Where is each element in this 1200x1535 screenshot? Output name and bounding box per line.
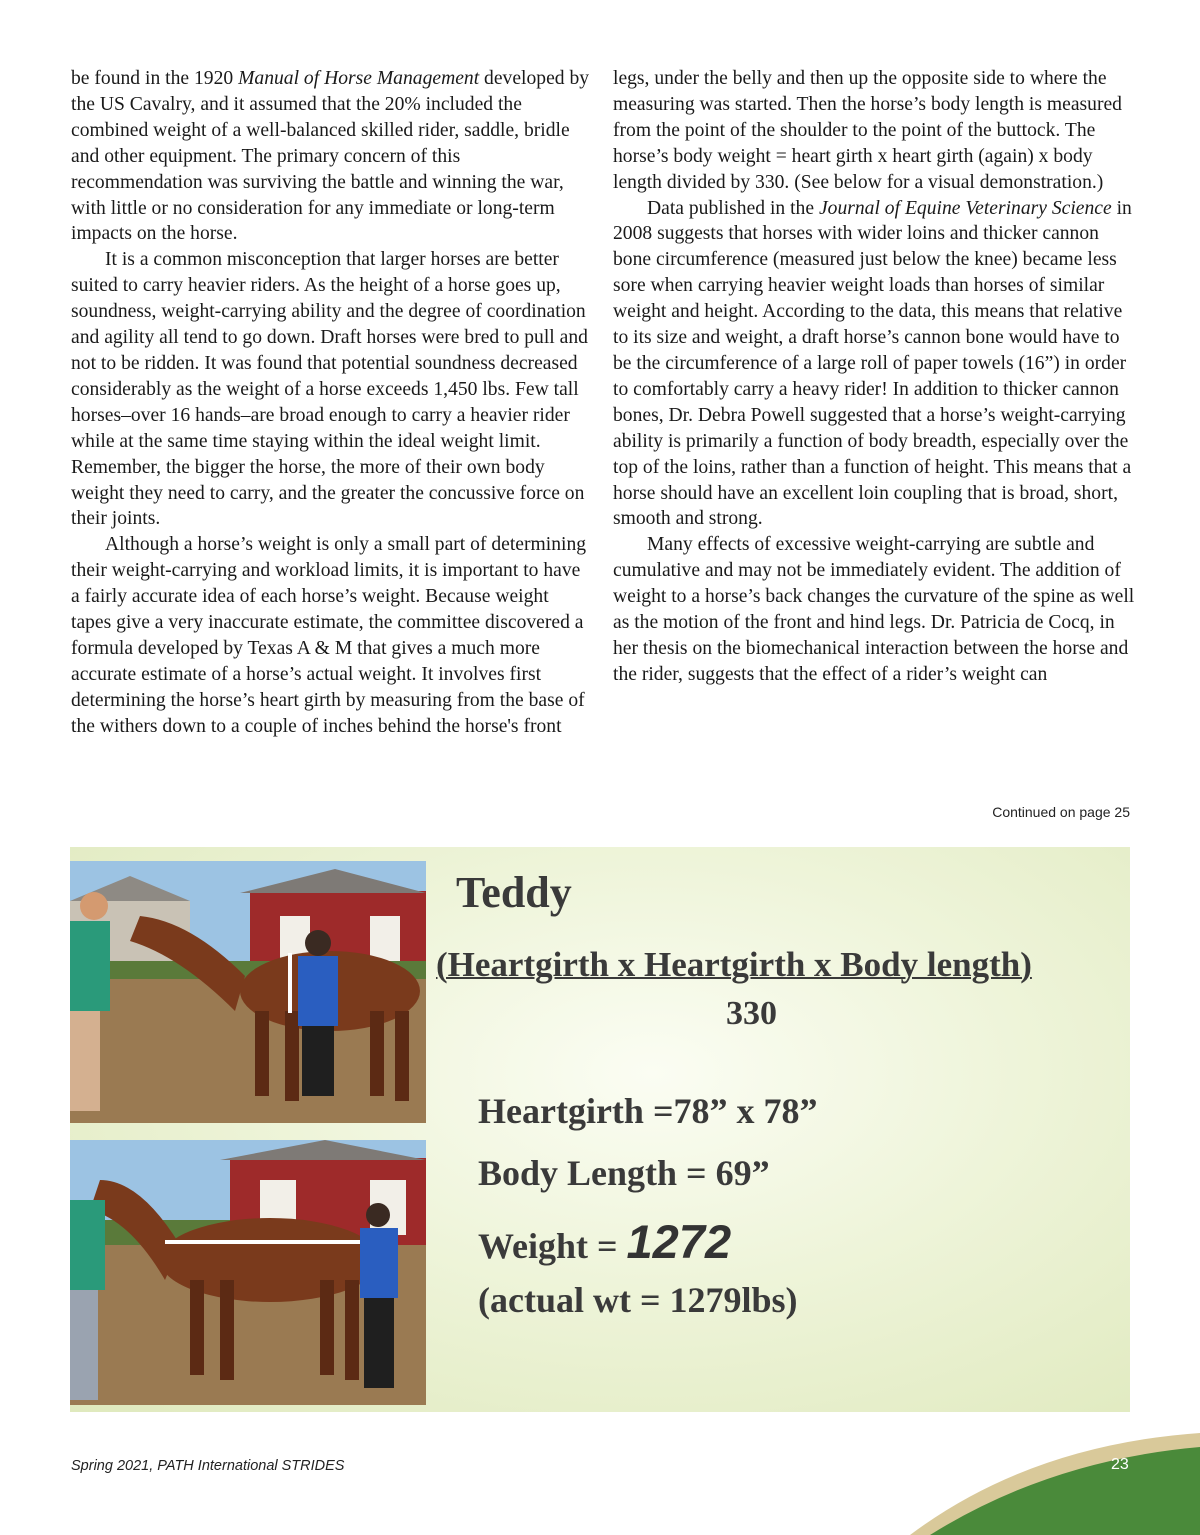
formula-divisor: 330 xyxy=(726,995,777,1032)
paragraph: Many effects of excessive weight-carrying are subtle and cumulative and may not be immediately evident. The addition of weight to a horse’s back changes the curvature of the spine as well as the motion of the front and hind legs. Dr. Patricia de Cocq, in her thesis on the biomechanical interaction between the horse and the rider, suggests that the effect of a rider’s weight can xyxy=(613,534,1135,685)
estimated-weight: Weight = 1272 xyxy=(478,1215,732,1268)
footer-swoosh-decoration xyxy=(910,1425,1200,1535)
article-column-left xyxy=(71,66,591,740)
continued-note: Continued on page 25 xyxy=(992,804,1130,820)
paragraph: Data published in the Journal of Equine Veterinary Science in 2008 suggests that horses with wider loins and thicker cannon bone circumference (measured just below the knee) became less sore when carrying heavier weight loads than horses of similar weight and height. According to the data, this means that relative to its size and weight, a draft horse’s cannon bone would have to be the circumference of a large roll of paper towels (16”) in order to comfortably carry a heavy rider! In addition to thicker cannon bones, Dr. Debra Powell suggested that a horse’s weight-carrying ability is primarily a function of body breadth, especially over the top of the loins, rather than a function of height. This means that a horse should have an excellent loin coupling that is broad, short, smooth and strong. xyxy=(613,197,1132,530)
weight-formula-figure xyxy=(70,847,1130,1412)
paragraph: be found in the 1920 Manual of Horse Management developed by the US Cavalry, and it assumed that the 20% included the combined weight of a well-balanced skilled rider, saddle, bridle and other equipment. The primary concern of this recommendation was surviving the battle and winning the war, with little or no consideration for any immediate or long-term impacts on the horse. xyxy=(71,68,590,245)
paragraph: Although a horse’s weight is only a small part of determining their weight-carrying and workload limits, it is important to have a fairly accurate idea of each horse’s weight. Because weight tapes give a very inaccurate estimate, the committee discovered a formula developed by Texas A & M that gives a much more accurate estimate of a horse’s actual weight. It involves first determining the horse’s heart girth by measuring from the base of the withers down to a couple of inches behind the horse's front xyxy=(71,534,587,737)
publication-footer: Spring 2021, PATH International STRIDES xyxy=(71,1458,345,1474)
article-column-right xyxy=(613,66,1138,688)
formula-numerator: (Heartgirth x Heartgirth x Body length) xyxy=(436,945,1032,984)
heartgirth-measurement: Heartgirth =78” x 78” xyxy=(478,1091,818,1131)
weight-value: 1272 xyxy=(626,1215,732,1268)
page-number: 23 xyxy=(1111,1456,1129,1473)
paragraph: It is a common misconception that larger horses are better suited to carry heavier riders. As the height of a horse goes up, soundness, weight-carrying ability and the degree of coordination and agility all tend to go down. Draft horses were bred to pull and not to be ridden. It was found that potential soundness decreased considerably as the weight of a horse exceeds 1,450 lbs. Few tall horses–over 16 hands–are broad enough to carry a heavier rider while at the same time staying within the ideal weight limit. Remember, the bigger the horse, the more of their own body weight they need to carry, and the greater the concussive force on their joints. xyxy=(71,249,588,530)
body-length-measurement: Body Length = 69” xyxy=(478,1153,770,1193)
italic-title: Manual of Horse Management xyxy=(238,68,480,89)
horse-name-title: Teddy xyxy=(456,868,572,917)
horse-photo-body-length xyxy=(70,1140,426,1405)
paragraph: legs, under the belly and then up the opposite side to where the measuring was started. Then the horse’s body length is measured from the point of the shoulder to the point of the buttock. The horse’s body weight = heart girth x heart girth (again) x body length divided by 330. (See below for a visual demonstration.) xyxy=(613,68,1122,193)
actual-weight: (actual wt = 1279lbs) xyxy=(478,1280,798,1320)
italic-journal: Journal of Equine Veterinary Science xyxy=(818,197,1112,219)
horse-photo-heartgirth xyxy=(70,861,426,1123)
